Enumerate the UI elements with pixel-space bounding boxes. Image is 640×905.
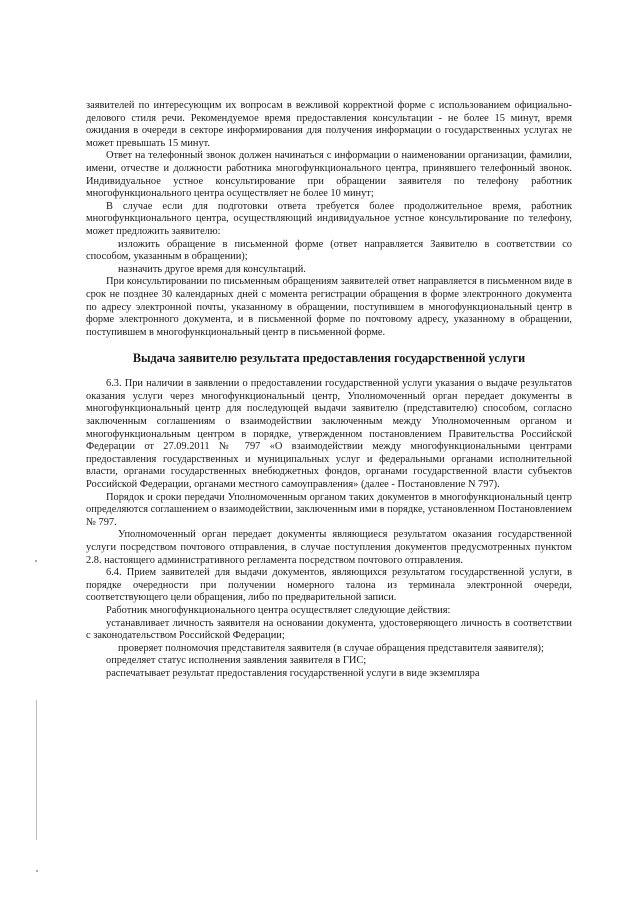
paragraph: назначить другое время для консультаций.	[118, 263, 306, 275]
paragraph: Уполномоченный орган передает документы являющиеся результатом оказания государственной услуги посредством почтового отправления, в случае поступления документов предусмотренных пунктом 2.8. настоящего административного регламента посредством почтового отправления.	[86, 529, 572, 566]
section-heading: Выдача заявителю результата предоставления государственной услуги	[132, 351, 526, 366]
paragraph: 6.4. Прием заявителей для выдачи документов, являющихся результатом государственной услуги, в порядке очередности при получении номерного талона из терминала электронной очереди, соответствующего цели обращения, либо по предварительной записи.	[86, 567, 572, 604]
scan-edge-mark	[36, 700, 37, 840]
document-page	[86, 100, 572, 681]
paragraph: При консультировании по письменным обращениям заявителей ответ направляется в письменном виде в срок не позднее 30 календарных дней с момента регистрации обращения в форме электронного документа по адресу электронной почты, указанному в обращении, поступившем в многофункциональный центр в форме электронного документа, и в письменной форме по почтовому адресу, указанному в обращении, поступившем в многофункциональный центр в письменной форме.	[86, 276, 572, 338]
paragraph: Ответ на телефонный звонок должен начинаться с информации о наименовании организации, фамилии, имени, отчестве и должности работника многофункционального центра, принявшего телефонный звонок. Индивидуальное устное консультирование при обращении заявителя по телефону работник многофункционального центра осуществляет не более 10 минут;	[86, 150, 572, 200]
paragraph: Работник многофункционального центра осуществляет следующие действия:	[106, 604, 451, 616]
paragraph: распечатывает результат предоставления государственной услуги в виде экземпляра	[106, 667, 480, 679]
scan-speck	[35, 560, 37, 562]
paragraph: определяет статус исполнения заявления заявителя в ГИС;	[106, 655, 367, 667]
paragraph: изложить обращение в письменной форме (ответ направляется Заявителю в соответствии со способом, указанным в обращении);	[86, 238, 572, 263]
paragraph: Порядок и сроки передачи Уполномоченным органом таких документов в многофункциональный центр определяются соглашением о взаимодействии, заключенным ими в порядке, установленном Постановлением № 797.	[86, 491, 572, 528]
paragraph: заявителей по интересующим их вопросам в вежливой корректной форме с использованием официально-делового стиля речи. Рекомендуемое время предоставления консультации - не более 15 минут, время ожидания в очереди в секторе информирования для получения информации о государственных услугах не может превышать 15 минут.	[86, 100, 572, 149]
paragraph: проверяет полномочия представителя заявителя (в случае обращения представителя заявителя);	[118, 642, 544, 654]
scan-speck	[36, 870, 38, 872]
paragraph: 6.3. При наличии в заявлении о предоставлении государственной услуги указания о выдаче результатов оказания услуги через многофункциональный центр, Уполномоченный орган передает документы в многофункциональный центр для последующей выдачи заявителю (представителю) способом, согласно заключенным соглашениям о взаимодействии заключенным между Уполномоченным органом и многофункциональным центром в порядке, утвержденном постановлением Правительства Российской Федерации от 27.09.2011 № 797 «О взаимодействии между многофункциональными центрами предоставления государственных и муниципальных услуг и федеральными органами исполнительной власти, органами государственных внебюджетных фондов, органами государственной власти субъектов Российской Федерации, органами местного самоуправления» (далее - Постановление N 797).	[86, 378, 572, 491]
paragraph: В случае если для подготовки ответа требуется более продолжительное время, работник многофункционального центра, осуществляющий индивидуальное устное консультирование по телефону, может предложить заявителю:	[86, 200, 572, 237]
paragraph: устанавливает личность заявителя на основании документа, удостоверяющего личность в соответствии с законодательством Российской Федерации;	[86, 617, 572, 642]
